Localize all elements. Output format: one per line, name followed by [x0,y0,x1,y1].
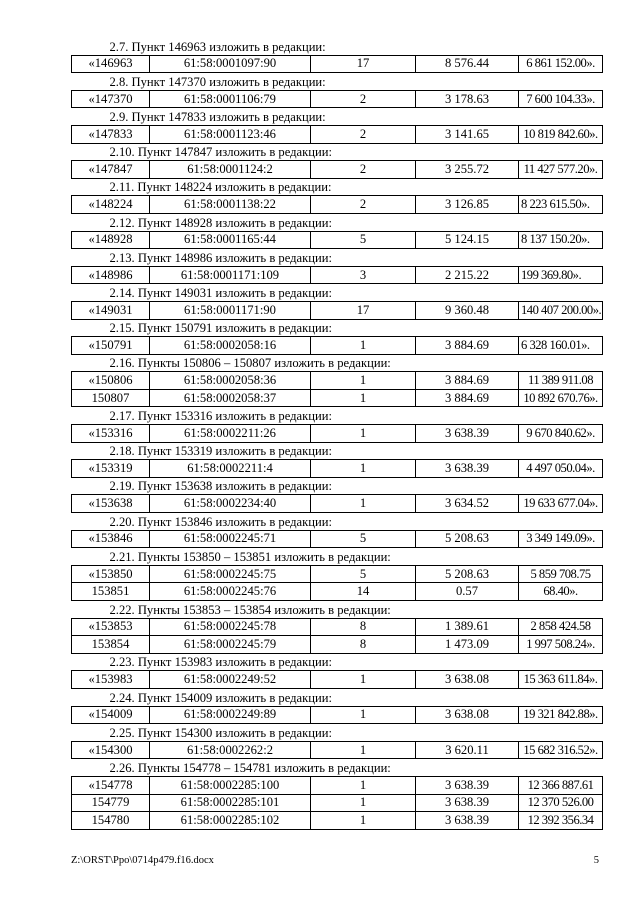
amendments-table [71,38,603,830]
cell-count: 14 [311,583,416,601]
cell-item-number: «154778 [72,776,150,794]
cell-amount: 6 328 160.01». [519,337,603,355]
table-row [72,776,603,794]
cell-count: 1 [311,425,416,443]
cell-count: 1 [311,495,416,513]
cell-amount: 199 369.80». [519,266,603,284]
table-row [72,636,603,654]
cell-item-number: «153316 [72,425,150,443]
cell-amount: 140 407 200.00». [519,301,603,319]
cell-count: 2 [311,161,416,179]
cell-item-number: «153846 [72,530,150,548]
cell-amount: 5 859 708.75 [519,565,603,583]
section-heading-row [72,688,603,706]
cell-area: 5 208.63 [416,565,519,583]
section-heading-row [72,73,603,91]
cell-item-number: «154300 [72,741,150,759]
cell-area: 3 141.65 [416,125,519,143]
table-row [72,794,603,812]
section-heading: 2.19. Пункт 153638 изложить в редакции: [72,477,603,495]
table-row [72,55,603,73]
cell-area: 3 884.69 [416,372,519,390]
cell-item-number: 154780 [72,812,150,830]
section-heading: 2.20. Пункт 153846 изложить в редакции: [72,513,603,531]
section-heading: 2.9. Пункт 147833 изложить в редакции: [72,108,603,126]
section-heading: 2.24. Пункт 154009 изложить в редакции: [72,688,603,706]
cell-item-number: «148986 [72,266,150,284]
table-row [72,583,603,601]
cell-cadastral-number: 61:58:0001097:90 [150,55,311,73]
cell-amount: 4 497 050.04». [519,460,603,478]
cell-area: 3 638.08 [416,671,519,689]
cell-item-number: «148928 [72,231,150,249]
cell-item-number: 154779 [72,794,150,812]
section-heading-row [72,513,603,531]
cell-amount: 12 392 356.34 [519,812,603,830]
table-row [72,266,603,284]
table-row [72,161,603,179]
cell-area: 8 576.44 [416,55,519,73]
cell-cadastral-number: 61:58:0001138:22 [150,196,311,214]
table-row [72,706,603,724]
cell-amount: 19 633 677.04». [519,495,603,513]
cell-item-number: «150791 [72,337,150,355]
cell-amount: 15 363 611.84». [519,671,603,689]
section-heading-row [72,38,603,55]
cell-area: 3 178.63 [416,90,519,108]
cell-area: 9 360.48 [416,301,519,319]
section-heading-row [72,407,603,425]
cell-cadastral-number: 61:58:0002058:36 [150,372,311,390]
section-heading-row [72,143,603,161]
section-heading: 2.17. Пункт 153316 изложить в редакции: [72,407,603,425]
section-heading: 2.15. Пункт 150791 изложить в редакции: [72,319,603,337]
cell-amount: 19 321 842.88». [519,706,603,724]
section-heading: 2.11. Пункт 148224 изложить в редакции: [72,178,603,196]
cell-area: 3 638.08 [416,706,519,724]
cell-area: 3 255.72 [416,161,519,179]
cell-cadastral-number: 61:58:0002245:79 [150,636,311,654]
cell-cadastral-number: 61:58:0002058:16 [150,337,311,355]
table-row [72,495,603,513]
table-row [72,301,603,319]
section-heading-row [72,759,603,777]
cell-cadastral-number: 61:58:0001123:46 [150,125,311,143]
table-row [72,372,603,390]
section-heading-row [72,178,603,196]
section-heading-row [72,319,603,337]
cell-count: 1 [311,776,416,794]
section-heading: 2.8. Пункт 147370 изложить в редакции: [72,73,603,91]
cell-cadastral-number: 61:58:0002285:100 [150,776,311,794]
section-heading: 2.25. Пункт 154300 изложить в редакции: [72,724,603,742]
table-row [72,530,603,548]
cell-amount: 11 389 911.08 [519,372,603,390]
cell-amount: 8 137 150.20». [519,231,603,249]
cell-area: 1 473.09 [416,636,519,654]
cell-count: 2 [311,90,416,108]
cell-cadastral-number: 61:58:0001165:44 [150,231,311,249]
cell-area: 3 884.69 [416,389,519,407]
cell-cadastral-number: 61:58:0002245:78 [150,618,311,636]
table-row [72,565,603,583]
cell-count: 2 [311,196,416,214]
table-row [72,90,603,108]
cell-amount: 12 366 887.61 [519,776,603,794]
cell-item-number: «147370 [72,90,150,108]
section-heading: 2.7. Пункт 146963 изложить в редакции: [109,39,326,54]
section-heading: 2.21. Пункты 153850 – 153851 изложить в редакции: [72,548,603,566]
table-row [72,389,603,407]
amendments-table-body [72,38,603,829]
cell-count: 1 [311,671,416,689]
cell-item-number: «154009 [72,706,150,724]
section-heading-row [72,108,603,126]
cell-item-number: 153851 [72,583,150,601]
section-heading-row [72,724,603,742]
cell-area: 1 389.61 [416,618,519,636]
table-row [72,618,603,636]
cell-item-number: «147833 [72,125,150,143]
cell-count: 1 [311,741,416,759]
cell-cadastral-number: 61:58:0001171:109 [150,266,311,284]
cell-cadastral-number: 61:58:0002285:101 [150,794,311,812]
cell-cadastral-number: 61:58:0002211:26 [150,425,311,443]
cell-cadastral-number: 61:58:0002249:52 [150,671,311,689]
section-heading: 2.10. Пункт 147847 изложить в редакции: [72,143,603,161]
cell-cadastral-number: 61:58:0002234:40 [150,495,311,513]
section-heading: 2.12. Пункт 148928 изложить в редакции: [72,213,603,231]
cell-count: 17 [311,55,416,73]
cell-cadastral-number: 61:58:0002245:76 [150,583,311,601]
cell-amount: 9 670 840.62». [519,425,603,443]
section-heading-row [72,249,603,267]
cell-amount: 6 861 152.00». [519,55,603,73]
table-row [72,425,603,443]
cell-cadastral-number: 61:58:0001124:2 [150,161,311,179]
cell-area: 3 638.39 [416,794,519,812]
cell-item-number: «146963 [72,55,150,73]
cell-item-number: «153853 [72,618,150,636]
section-heading: 2.13. Пункт 148986 изложить в редакции: [72,249,603,267]
cell-area: 5 124.15 [416,231,519,249]
section-heading-row [72,477,603,495]
cell-count: 17 [311,301,416,319]
cell-count: 5 [311,565,416,583]
cell-area: 2 215.22 [416,266,519,284]
cell-cadastral-number: 61:58:0002262:2 [150,741,311,759]
section-heading-row [72,653,603,671]
cell-amount: 68.40». [519,583,603,601]
cell-area: 3 634.52 [416,495,519,513]
cell-amount: 1 997 508.24». [519,636,603,654]
section-heading-row [72,213,603,231]
section-heading-row [72,284,603,302]
section-heading: 2.16. Пункты 150806 – 150807 изложить в редакции: [72,354,603,372]
section-heading: 2.18. Пункт 153319 изложить в редакции: [72,442,603,460]
cell-count: 1 [311,372,416,390]
table-row [72,741,603,759]
cell-item-number: «153319 [72,460,150,478]
cell-area: 3 638.39 [416,776,519,794]
cell-item-number: «147847 [72,161,150,179]
cell-amount: 10 819 842.60». [519,125,603,143]
cell-cadastral-number: 61:58:0002245:71 [150,530,311,548]
cell-cadastral-number: 61:58:0002058:37 [150,389,311,407]
cell-cadastral-number: 61:58:0001106:79 [150,90,311,108]
table-row [72,231,603,249]
cell-area: 3 638.39 [416,425,519,443]
cell-count: 5 [311,530,416,548]
section-heading-row [72,601,603,619]
table-row [72,812,603,830]
cell-area: 3 638.39 [416,812,519,830]
cell-amount: 11 427 577.20». [519,161,603,179]
cell-item-number: 153854 [72,636,150,654]
cell-cadastral-number: 61:58:0002285:102 [150,812,311,830]
cell-count: 1 [311,389,416,407]
document-page [71,38,602,830]
cell-item-number: «153983 [72,671,150,689]
cell-area: 3 620.11 [416,741,519,759]
cell-item-number: «153638 [72,495,150,513]
cell-count: 1 [311,794,416,812]
table-row [72,460,603,478]
cell-count: 1 [311,460,416,478]
cell-amount: 2 858 424.58 [519,618,603,636]
cell-cadastral-number: 61:58:0002245:75 [150,565,311,583]
page-number: 5 [593,855,599,866]
cell-count: 8 [311,618,416,636]
cell-cadastral-number: 61:58:0002249:89 [150,706,311,724]
cell-area: 3 126.85 [416,196,519,214]
cell-area: 3 884.69 [416,337,519,355]
cell-item-number: 150807 [72,389,150,407]
section-heading-row [72,442,603,460]
table-row [72,196,603,214]
cell-amount: 8 223 615.50». [519,196,603,214]
section-heading-row [72,548,603,566]
cell-count: 3 [311,266,416,284]
cell-cadastral-number: 61:58:0002211:4 [150,460,311,478]
section-heading: 2.22. Пункты 153853 – 153854 изложить в редакции: [72,601,603,619]
cell-area: 5 208.63 [416,530,519,548]
cell-item-number: «149031 [72,301,150,319]
table-row [72,337,603,355]
cell-area: 3 638.39 [416,460,519,478]
cell-item-number: «153850 [72,565,150,583]
cell-count: 1 [311,812,416,830]
table-row [72,125,603,143]
cell-count: 1 [311,337,416,355]
table-row [72,671,603,689]
cell-amount: 7 600 104.33». [519,90,603,108]
cell-amount: 3 349 149.09». [519,530,603,548]
section-heading: 2.14. Пункт 149031 изложить в редакции: [72,284,603,302]
section-heading: 2.23. Пункт 153983 изложить в редакции: [72,653,603,671]
cell-count: 5 [311,231,416,249]
cell-count: 2 [311,125,416,143]
cell-amount: 10 892 670.76». [519,389,603,407]
cell-count: 8 [311,636,416,654]
cell-area: 0.57 [416,583,519,601]
cell-item-number: «150806 [72,372,150,390]
section-heading-row [72,354,603,372]
cell-amount: 15 682 316.52». [519,741,603,759]
cell-count: 1 [311,706,416,724]
cell-item-number: «148224 [72,196,150,214]
file-path: Z:\ORST\Ppo\0714p479.f16.docx [71,855,214,866]
cell-cadastral-number: 61:58:0001171:90 [150,301,311,319]
cell-amount: 12 370 526.00 [519,794,603,812]
section-heading: 2.26. Пункты 154778 – 154781 изложить в редакции: [72,759,603,777]
